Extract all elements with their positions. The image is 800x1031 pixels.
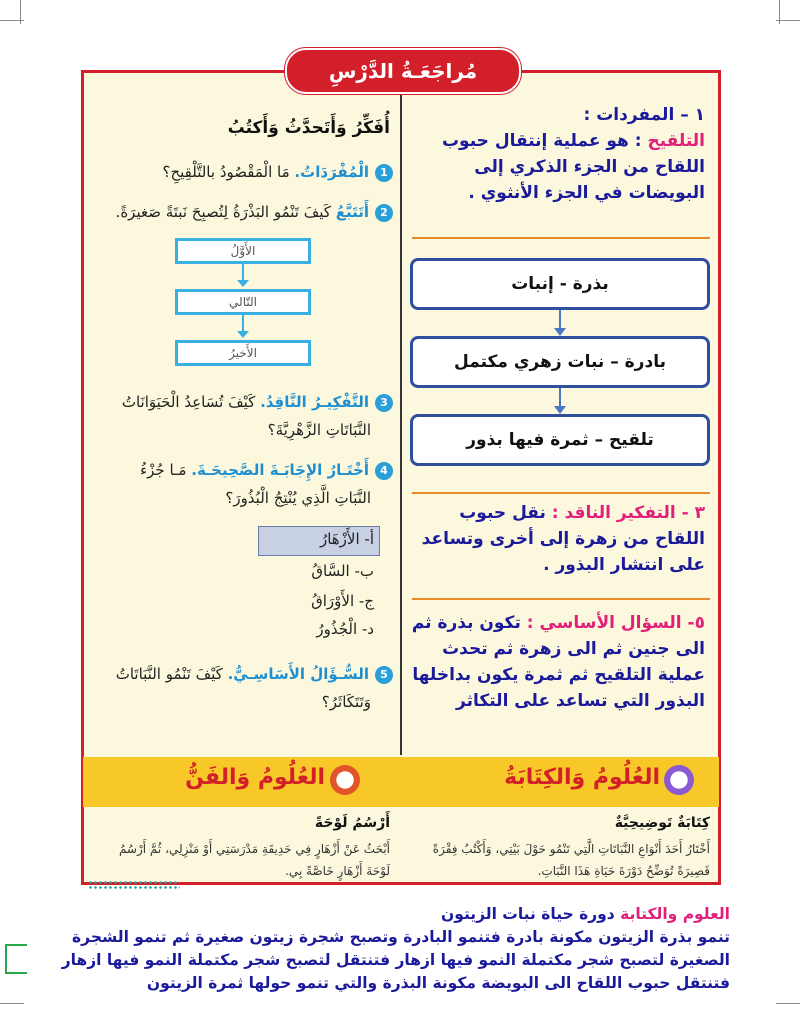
answer-title-a: العلوم والكتابة xyxy=(620,905,730,923)
separator xyxy=(412,598,710,600)
arrow-head-icon xyxy=(237,280,249,287)
sequence-box-first: الأَوَّلُ xyxy=(175,238,311,264)
question-keyword: أَتَتَبَّعُ xyxy=(335,203,369,221)
question-number: 1 xyxy=(375,164,393,182)
sequence-box-next: التّالي xyxy=(175,289,311,315)
art-subheading: أَرْسُمُ لَوْحَةً xyxy=(314,815,390,831)
flow-step-3: تلقيح – ثمرة فيها بذور xyxy=(410,414,710,466)
question-text: النَّبَاتَاتِ الزَّهْرِيَّةَ؟ xyxy=(267,421,371,439)
art-title: العُلُومُ وَالفَنُّ xyxy=(185,765,325,790)
writing-text xyxy=(405,838,710,882)
answer-1-term: التلقيح xyxy=(647,131,705,151)
art-line: لَوْحَةَ أَزْهَارٍ خَاصَّةً بِي. xyxy=(285,864,390,878)
art-line: أَبْحَثُ عَنْ أَزْهَارٍ فِي حَدِيقَةِ مَدْرَسَتِي أَوْ مَنْزِلِي، ثُمَّ أَرْسُمُ xyxy=(118,842,390,856)
question-text: كَيْفَ تَنْمُو النَّبَاتَاتُ xyxy=(115,665,223,683)
question-keyword: التَّفْكِيـرُ النَّاقِدُ. xyxy=(260,393,369,411)
flow-arrow xyxy=(559,388,561,408)
column-divider xyxy=(400,95,402,755)
answer-3-label: ٣ - التفكير الناقد : xyxy=(551,503,705,523)
flow-arrow xyxy=(559,310,561,330)
writing-title: العُلُومُ وَالكِتَابَةُ xyxy=(504,765,660,790)
sequence-box-last: الأَخيرُ xyxy=(175,340,311,366)
question-1 xyxy=(95,158,393,186)
choice-d[interactable]: د- الْجُذُورُ xyxy=(316,620,374,638)
question-5 xyxy=(95,660,393,716)
decorative-dots xyxy=(88,880,180,890)
paintbrush-icon xyxy=(330,765,360,795)
answer-1-text: : هو عملية إنتقال حبوب اللقاح من الجزء الذكري إلى البويضات في الجزء الأنثوي . xyxy=(441,131,705,203)
question-keyword: السُّـؤَالُ الأَسَاسِـيُّ. xyxy=(227,665,369,683)
arrow-head-icon xyxy=(237,331,249,338)
answer-title-b: دورة حياة نبات الزيتون xyxy=(441,905,615,923)
choice-c[interactable]: ج- الأَوْرَاقُ xyxy=(311,592,374,610)
question-2 xyxy=(95,198,393,226)
olive-lifecycle-answer xyxy=(60,903,730,995)
separator xyxy=(412,237,710,239)
crop-mark xyxy=(0,1003,24,1004)
arrow-head-icon xyxy=(554,406,566,414)
question-text: كَيفَ تَنْمُو البَذْرَةُ لِتُصبِحَ نَبتَةً صَغيرَةً. xyxy=(115,203,331,221)
crop-mark xyxy=(776,20,800,21)
question-number: 5 xyxy=(375,666,393,684)
writing-line: أَخْتَارُ أَحَدَ أَنْوَاعِ النَّبَاتَاتِ الَّتِي تَنْمُو حَوْلَ بَيْتِي، وَأَكْتُبُ فِقْرَةً xyxy=(432,842,710,856)
answer-5-text: تكون بذرة ثم الى جنين ثم الى زهرة ثم تحدث عملية التلقيح ثم ثمرة يكون بداخلها البذور التي تساعد على التكاثر xyxy=(411,613,705,711)
answer-5-label: ٥- السؤال الأساسي : xyxy=(526,613,705,633)
question-text: مَـا جُزْءُ xyxy=(140,461,187,479)
question-keyword: الْمُفْرَدَاتُ. xyxy=(294,163,369,181)
separator xyxy=(412,492,710,494)
choice-a[interactable]: أ- الأَزْهَارُ xyxy=(319,530,374,548)
answer-1-label: ١ – المفردات : xyxy=(583,105,705,125)
questions-header: أُفَكِّرُ وَأَتَحدَّثُ وَأَكتُبُ xyxy=(227,118,390,138)
question-number: 3 xyxy=(375,394,393,412)
flow-step-2: بادرة – نبات زهري مكتمل xyxy=(410,336,710,388)
question-number: 2 xyxy=(375,204,393,222)
writing-subheading: كِتَابَةٌ تَوضِيحِيَّةٌ xyxy=(614,815,710,831)
arrow-head-icon xyxy=(554,328,566,336)
art-text xyxy=(92,838,390,882)
question-keyword: أَخْتَـارُ الإِجَابَـةَ الصَّحِيحَـةَ. xyxy=(191,461,369,479)
question-text: مَا الْمَقْصُودُ بالتَّلْقِيحِ؟ xyxy=(162,163,290,181)
page-title: مُراجَعَـةُ الدَّرْسِ xyxy=(285,48,521,94)
question-text: كَيْفَ تُسَاعِدُ الْحَيَوَانَاتُ xyxy=(121,393,256,411)
question-3 xyxy=(95,388,393,444)
choice-b[interactable]: ب- السَّاقُ xyxy=(311,562,374,580)
crop-mark xyxy=(776,1003,800,1004)
answer-body: تنمو بذرة الزيتون مكونة بادرة فتنمو البادرة وتصبح شجرة زيتون صغيرة ثم تنمو الشجرة الصغيرة لتصبح شجر مكتملة النمو فيها ازهار فتنتقل لتصبح شجر مكتملة النمو فيها ازهار فتنتقل حبوب اللقاح الى البويضة مكونة البذرة والتي تنمو حولها ثمرة الزيتون xyxy=(61,928,730,992)
question-text: وَتَتَكَاثَرُ؟ xyxy=(321,693,371,711)
pencil-icon xyxy=(664,765,694,795)
bracket-mark xyxy=(5,944,27,974)
question-number: 4 xyxy=(375,462,393,480)
answer-critical-thinking xyxy=(405,500,705,578)
answer-vocabulary xyxy=(405,102,705,206)
question-4 xyxy=(95,456,393,512)
flow-step-1: بذرة - إنبات xyxy=(410,258,710,310)
answer-essential-question xyxy=(405,610,705,714)
crop-mark xyxy=(0,20,24,21)
writing-line: قَصِيرَةً تُوَضِّحُ دَوْرَةَ حَيَاةِ هَذَا النَّبَاتِ. xyxy=(537,864,710,878)
answer-3-text: نقل حبوب اللقاح من زهرة إلى أخرى وتساعد على انتشار البذور . xyxy=(421,503,705,575)
question-text: النَّبَاتِ الَّذِي يُنْتِجُ الْبُذُورَ؟ xyxy=(225,489,371,507)
